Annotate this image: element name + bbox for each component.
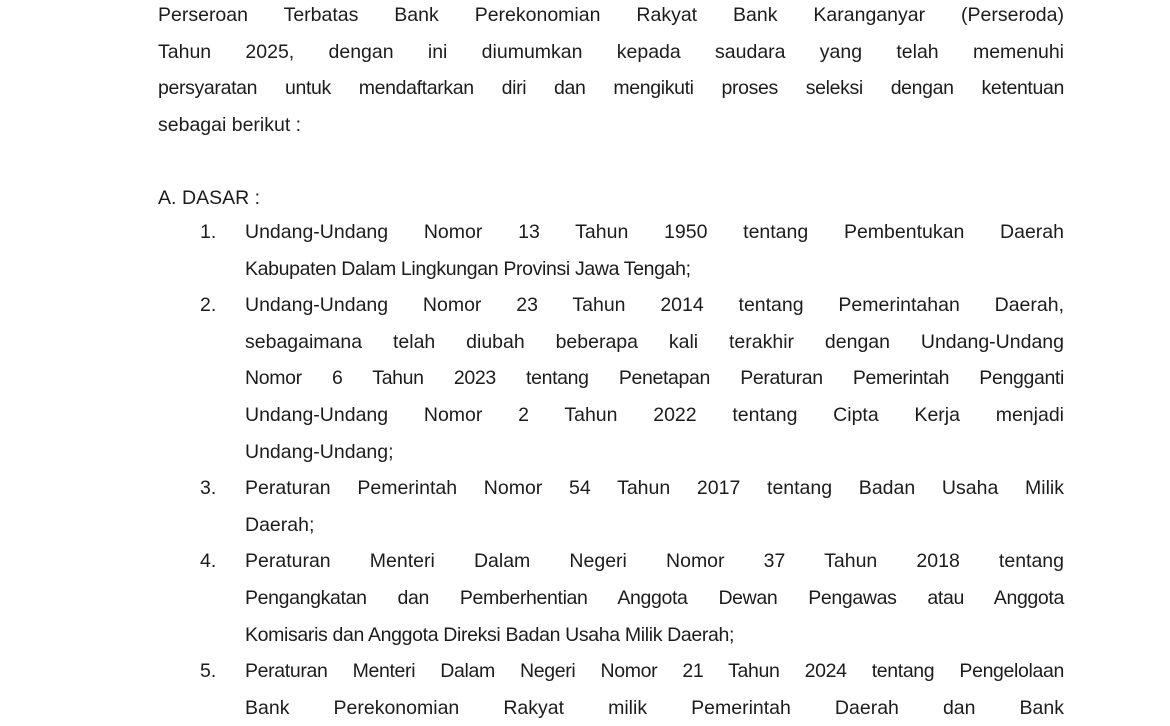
- item-line: Komisaris dan Anggota Direksi Badan Usaha Milik Daerah;: [245, 623, 735, 646]
- item-number: 3.: [200, 477, 217, 500]
- item-line: Peraturan Menteri Dalam Negeri Nomor 21 Tahun 2024 tentang Pengelolaan: [245, 660, 1064, 683]
- item-line: Undang-Undang Nomor 23 Tahun 2014 tentang Pemerintahan Daerah,: [245, 294, 1064, 317]
- item-line: Pengangkatan dan Pemberhentian Anggota Dewan Pengawas atau Anggota: [245, 586, 1064, 609]
- item-number: 4.: [200, 550, 217, 573]
- item-line: sebagaimana telah diubah beberapa kali terakhir dengan Undang-Undang: [245, 330, 1064, 353]
- intro-paragraph: [158, 0, 1064, 143]
- item-text: [245, 470, 1064, 543]
- item-line: Undang-Undang Nomor 13 Tahun 1950 tentang Pembentukan Daerah: [245, 221, 1064, 243]
- list-item: [0, 287, 1170, 470]
- section-letter: A.: [158, 187, 177, 209]
- item-line: Peraturan Menteri Dalam Negeri Nomor 37 Tahun 2018 tentang: [245, 550, 1064, 573]
- list-item: [0, 470, 1170, 543]
- intro-line-3: persyaratan untuk mendaftarkan diri dan mengikuti proses seleksi dengan ketentuan: [158, 77, 1064, 100]
- intro-line-1: Perseroan Terbatas Bank Perekonomian Rakyat Bank Karanganyar (Perseroda): [158, 4, 1064, 26]
- legal-basis-list: [0, 214, 1170, 726]
- item-text: [245, 543, 1064, 653]
- section-title: DASAR :: [182, 187, 261, 209]
- item-line: Bank Perekonomian Rakyat milik Pemerintah Daerah dan Bank: [245, 696, 1064, 719]
- item-number: 1.: [200, 221, 217, 243]
- item-number: 2.: [200, 294, 217, 317]
- list-item: [0, 214, 1170, 287]
- item-line: Kabupaten Dalam Lingkungan Provinsi Jawa Tengah;: [245, 257, 691, 280]
- item-number: 5.: [200, 660, 217, 683]
- list-item: [0, 653, 1170, 726]
- item-text: [245, 287, 1064, 470]
- intro-line-4: sebagai berikut :: [158, 113, 302, 136]
- item-line: Nomor 6 Tahun 2023 tentang Penetapan Peraturan Pemerintah Pengganti: [245, 367, 1064, 390]
- item-line: Undang-Undang;: [245, 440, 394, 463]
- section-heading: [158, 180, 260, 217]
- item-line: Peraturan Pemerintah Nomor 54 Tahun 2017 tentang Badan Usaha Milik: [245, 477, 1064, 500]
- item-text: [245, 653, 1064, 726]
- item-text: [245, 214, 1064, 287]
- item-line: Undang-Undang Nomor 2 Tahun 2022 tentang Cipta Kerja menjadi: [245, 403, 1064, 426]
- list-item: [0, 543, 1170, 653]
- item-line: Daerah;: [245, 513, 315, 536]
- intro-line-2: Tahun 2025, dengan ini diumumkan kepada saudara yang telah memenuhi: [158, 40, 1064, 63]
